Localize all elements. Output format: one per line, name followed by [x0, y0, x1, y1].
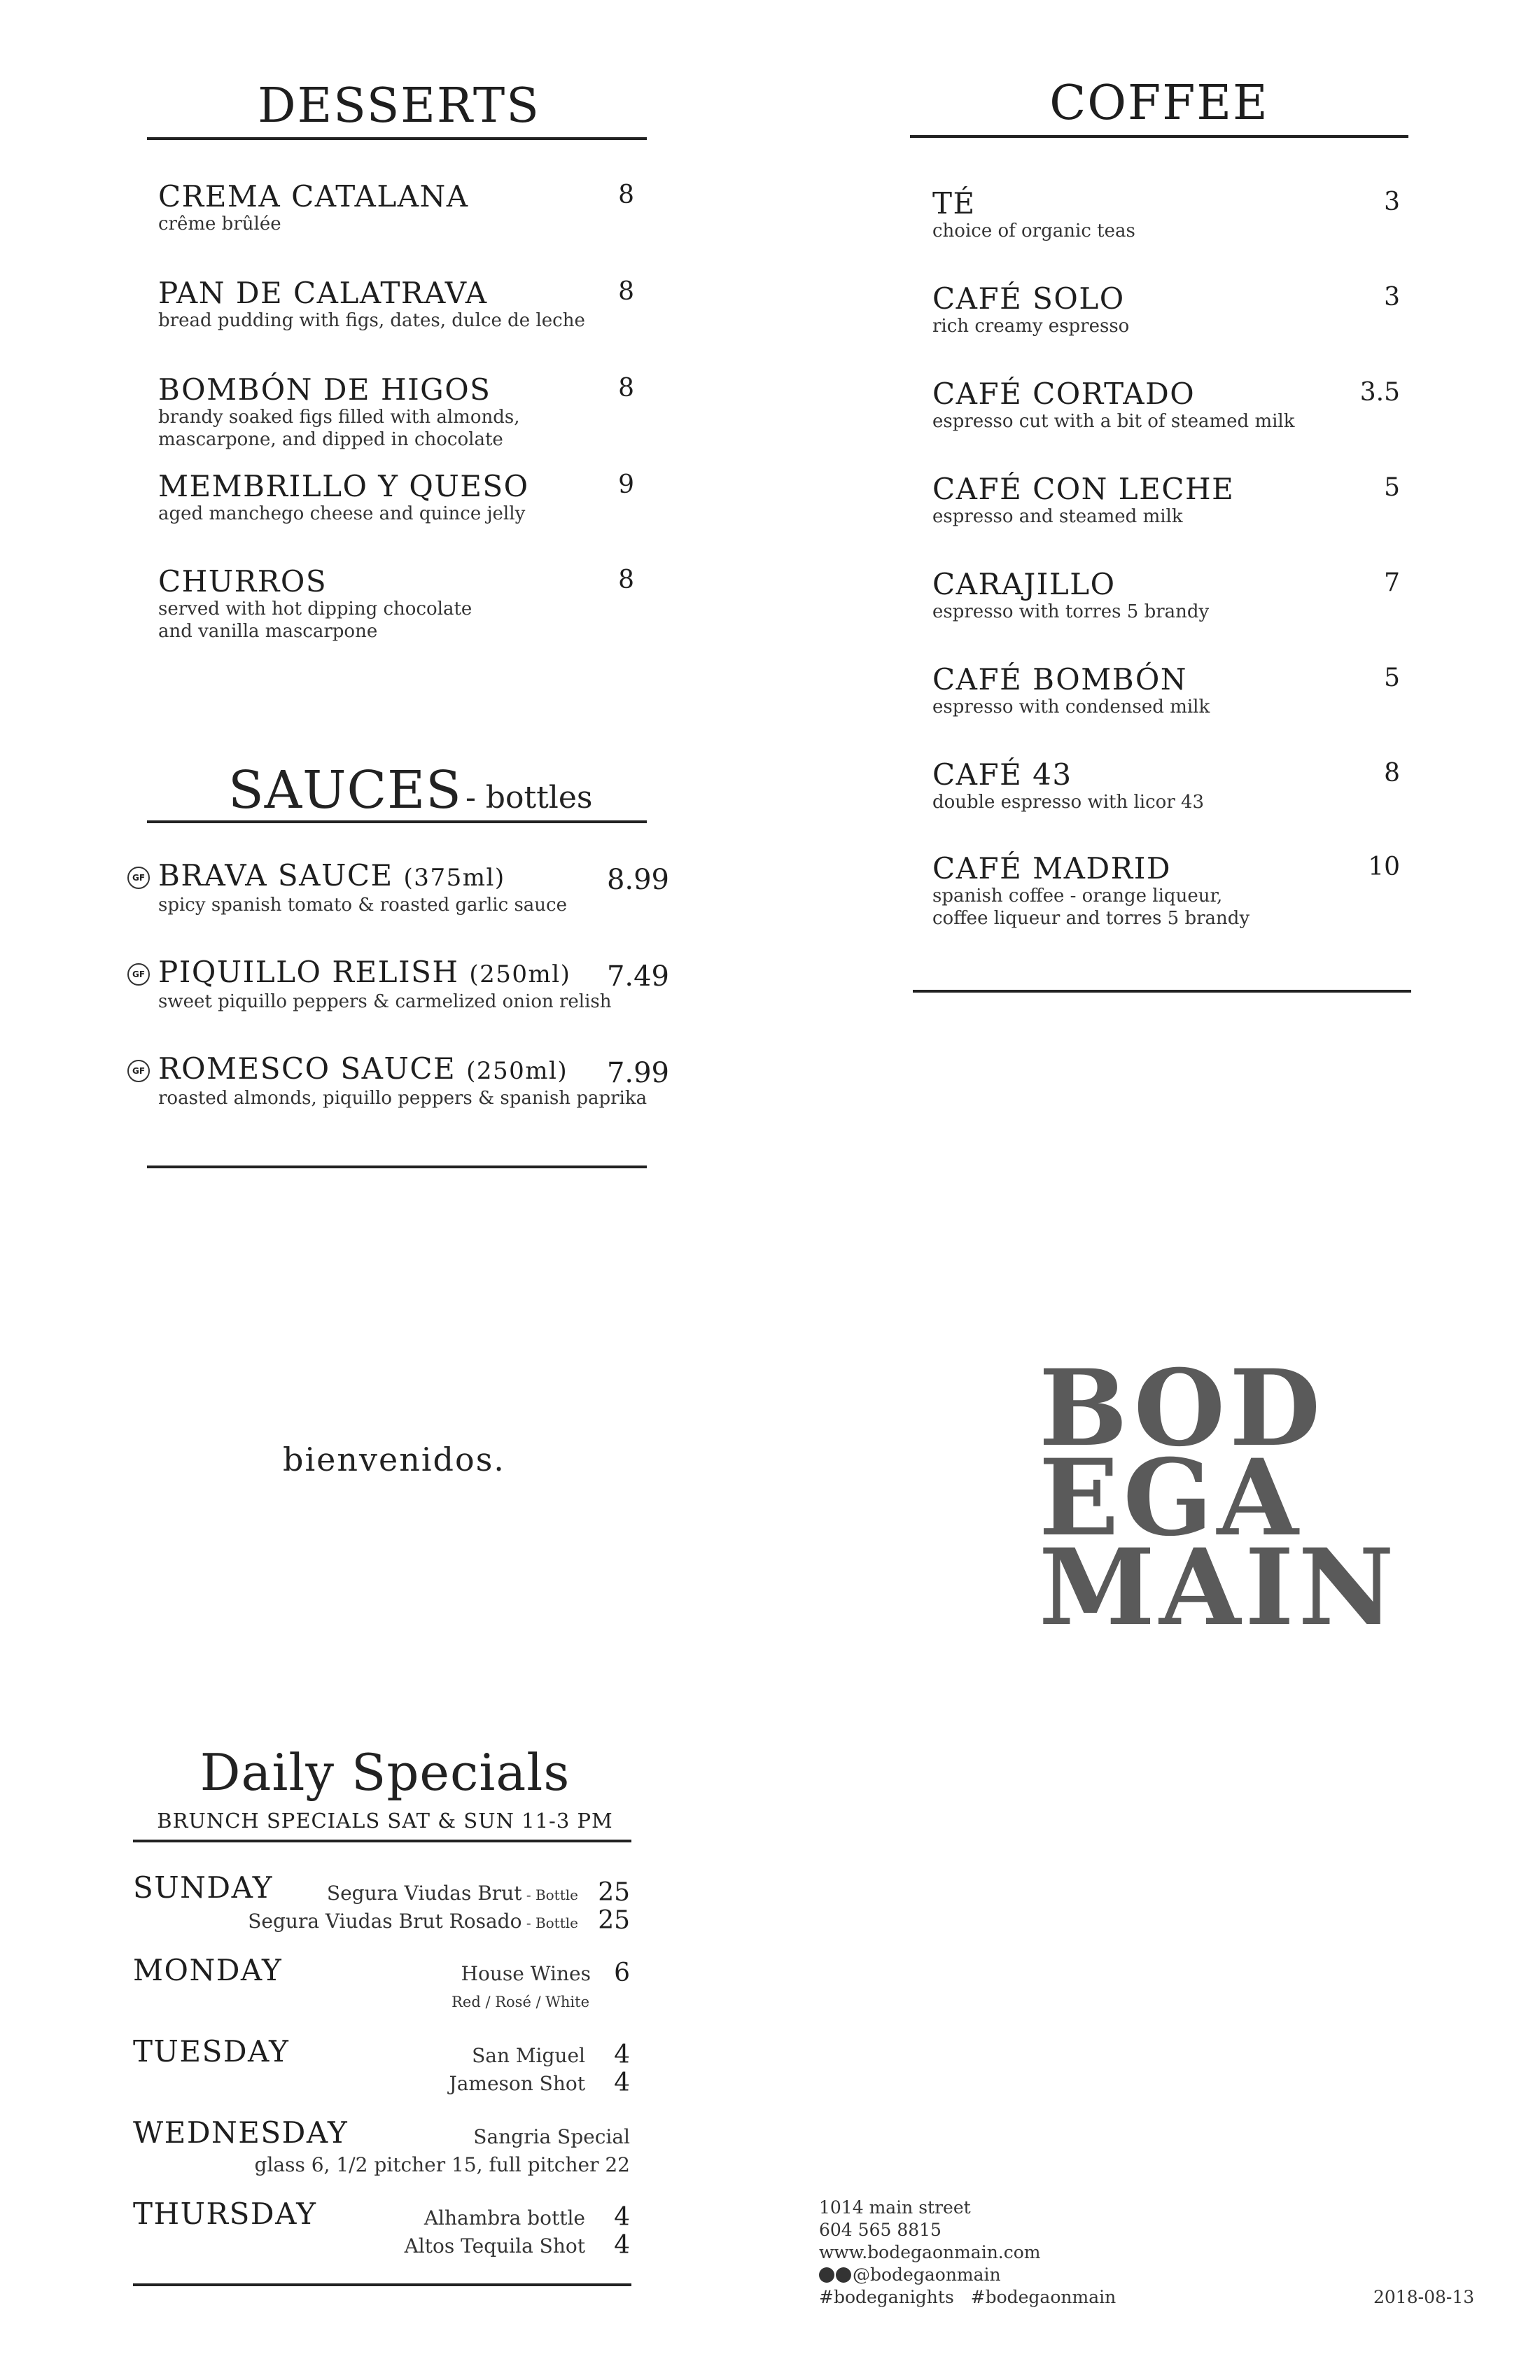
sauce-description: roasted almonds, piquillo peppers & spanish paprika: [158, 1088, 648, 1109]
sauces-subtitle: - bottles: [465, 780, 593, 816]
coffee-item: [932, 664, 1400, 718]
coffee-name: CAFÉ CORTADO: [932, 377, 1196, 411]
tuesday-price-2: 4: [614, 2068, 630, 2097]
coffee-price: 3: [1384, 188, 1400, 216]
sunday-price-1: 25: [598, 1878, 630, 1907]
tuesday-item-2: Jameson Shot: [449, 2072, 585, 2095]
sunday-item-2-name: Segura Viudas Brut Rosado: [248, 1910, 522, 1933]
gluten-free-badge-icon: GF: [127, 1060, 150, 1082]
coffee-item: [932, 188, 1400, 242]
coffee-description: choice of organic teas: [932, 220, 1135, 241]
coffee-item: [932, 283, 1400, 337]
specials-bottom-divider: [133, 2283, 631, 2286]
social-handle-text: @bodegaonmain: [853, 2264, 1001, 2285]
dessert-price: 8: [618, 566, 634, 594]
monday-item-2: Red / Rosé / White: [451, 1994, 589, 2010]
sunday-item-2-note: - Bottle: [522, 1914, 578, 1931]
coffee-description: espresso cut with a bit of steamed milk: [932, 411, 1295, 432]
coffee-item: [932, 378, 1400, 433]
specials-subtitle: BRUNCH SPECIALS SAT & SUN 11-3 PM: [157, 1809, 613, 1833]
thursday-item-2: Altos Tequila Shot: [404, 2234, 585, 2258]
sauces-title: SAUCES: [228, 760, 462, 820]
sauce-description: sweet piquillo peppers & carmelized onion relish: [158, 991, 612, 1012]
dessert-item: [158, 181, 634, 235]
sauces-heading: [228, 760, 593, 820]
coffee-description: coffee liqueur and torres 5 brandy: [932, 908, 1250, 929]
specials-divider: [133, 1840, 631, 1842]
twitter-icon[interactable]: [836, 2267, 851, 2283]
coffee-description: espresso and steamed milk: [932, 506, 1183, 527]
desserts-divider: [147, 137, 647, 140]
coffee-name: CAFÉ CON LECHE: [932, 472, 1235, 506]
coffee-description: spanish coffee - orange liqueur,: [932, 886, 1223, 906]
sauce-size: (250ml): [466, 1057, 568, 1085]
wednesday-label: WEDNESDAY: [133, 2115, 349, 2150]
sunday-item-2: [248, 1910, 578, 1933]
dessert-item: [158, 374, 634, 451]
coffee-name: CAFÉ BOMBÓN: [932, 662, 1188, 696]
sunday-item-1-name: Segura Viudas Brut: [326, 1882, 522, 1905]
monday-label: MONDAY: [133, 1953, 283, 1987]
wednesday-item-2: glass 6, 1/2 pitcher 15, full pitcher 22: [254, 2153, 630, 2176]
logo-line-1: BOD: [1039, 1347, 1325, 1470]
gluten-free-badge-icon: GF: [127, 867, 150, 889]
desserts-title: DESSERTS: [258, 78, 540, 134]
monday-price-1: 6: [614, 1959, 630, 1987]
coffee-name: TÉ: [932, 186, 976, 220]
coffee-name: CARAJILLO: [932, 567, 1116, 601]
welcome-text: bienvenidos.: [283, 1441, 505, 1478]
gluten-free-badge-icon: GF: [127, 963, 150, 986]
sauce-name: [158, 956, 669, 990]
sauce-name-text: BRAVA SAUCE: [158, 858, 393, 892]
tuesday-item-1: San Miguel: [472, 2044, 585, 2067]
logo-line-3: MAIN: [1039, 1526, 1399, 1649]
sauces-bottom-divider: [147, 1166, 647, 1168]
thursday-item-1: Alhambra bottle: [424, 2206, 585, 2230]
sunday-item-1-note: - Bottle: [522, 1886, 578, 1903]
sauce-description: spicy spanish tomato & roasted garlic sauce: [158, 895, 567, 916]
coffee-item: [932, 759, 1400, 813]
sunday-item-1: [327, 1882, 578, 1905]
sauce-price: 7.99: [606, 1057, 669, 1089]
sauce-name: [158, 860, 669, 894]
contact-block: [819, 2197, 1116, 2309]
sauce-name-text: PIQUILLO RELISH: [158, 955, 459, 989]
coffee-price: 5: [1384, 664, 1400, 692]
menu-date: 2018-08-13: [1373, 2287, 1475, 2307]
coffee-description: double espresso with licor 43: [932, 792, 1205, 813]
coffee-divider: [910, 135, 1408, 138]
phone-number: 604 565 8815: [819, 2220, 941, 2240]
dessert-name: MEMBRILLO Y QUESO: [158, 469, 529, 503]
coffee-item: [932, 473, 1400, 528]
coffee-description: rich creamy espresso: [932, 316, 1130, 337]
dessert-item: [158, 566, 634, 643]
dessert-item: [158, 277, 634, 332]
dessert-name: CREMA CATALANA: [158, 179, 469, 214]
coffee-bottom-divider: [913, 990, 1411, 993]
sauce-item: [132, 858, 669, 916]
coffee-item: [932, 568, 1400, 623]
dessert-price: 8: [618, 181, 634, 209]
coffee-price: 10: [1368, 853, 1400, 881]
coffee-price: 3: [1384, 283, 1400, 312]
dessert-description: aged manchego cheese and quince jelly: [158, 503, 526, 524]
website-link[interactable]: www.bodegaonmain.com: [819, 2242, 1041, 2262]
thursday-price-1: 4: [614, 2203, 630, 2232]
logo-line-2: EGA: [1039, 1436, 1303, 1560]
coffee-name: CAFÉ MADRID: [932, 851, 1172, 886]
dessert-description: mascarpone, and dipped in chocolate: [158, 429, 503, 450]
sauce-size: (250ml): [469, 960, 571, 988]
thursday-price-2: 4: [614, 2231, 630, 2260]
thursday-label: THURSDAY: [133, 2197, 317, 2231]
coffee-price: 5: [1384, 473, 1400, 502]
wednesday-item-1: Sangria Special: [473, 2125, 630, 2148]
sauce-price: 7.49: [606, 960, 669, 993]
monday-item-1: House Wines: [461, 1962, 591, 1985]
coffee-price: 3.5: [1359, 378, 1400, 407]
sauce-name-text: ROMESCO SAUCE: [158, 1051, 456, 1086]
dessert-description: bread pudding with figs, dates, dulce de leche: [158, 310, 585, 331]
sunday-price-2: 25: [598, 1906, 630, 1935]
specials-title: Daily Specials: [200, 1743, 570, 1802]
instagram-icon[interactable]: [819, 2267, 834, 2283]
sauce-name: [158, 1053, 669, 1087]
coffee-price: 7: [1384, 568, 1400, 597]
dessert-price: 8: [618, 374, 634, 402]
dessert-description: crême brûlée: [158, 214, 281, 234]
social-handle: [819, 2264, 1116, 2286]
dessert-item: [158, 470, 634, 525]
tuesday-label: TUESDAY: [133, 2034, 290, 2068]
dessert-description: and vanilla mascarpone: [158, 621, 378, 642]
dessert-name: PAN DE CALATRAVA: [158, 276, 488, 310]
sunday-label: SUNDAY: [133, 1870, 273, 1905]
coffee-price: 8: [1384, 759, 1400, 788]
bodega-main-logo: [1039, 1347, 1399, 1649]
sauces-divider: [147, 820, 647, 823]
dessert-name: BOMBÓN DE HIGOS: [158, 372, 491, 407]
dessert-description: brandy soaked figs filled with almonds,: [158, 407, 520, 428]
coffee-description: espresso with torres 5 brandy: [932, 601, 1210, 622]
coffee-name: CAFÉ 43: [932, 757, 1072, 792]
tuesday-price-1: 4: [614, 2040, 630, 2069]
dessert-price: 8: [618, 277, 634, 306]
coffee-description: espresso with condensed milk: [932, 696, 1210, 718]
sauce-item: [132, 1051, 669, 1110]
hashtags: #bodeganights #bodegaonmain: [819, 2287, 1116, 2307]
coffee-item: [932, 853, 1400, 930]
sauce-item: [132, 955, 669, 1013]
coffee-title: COFFEE: [1049, 76, 1269, 131]
dessert-name: CHURROS: [158, 564, 328, 598]
coffee-name: CAFÉ SOLO: [932, 281, 1125, 316]
dessert-description: served with hot dipping chocolate: [158, 598, 472, 620]
sauce-size: (375ml): [403, 864, 505, 892]
sauce-price: 8.99: [606, 864, 669, 896]
dessert-price: 9: [618, 470, 634, 499]
address: 1014 main street: [819, 2197, 971, 2218]
